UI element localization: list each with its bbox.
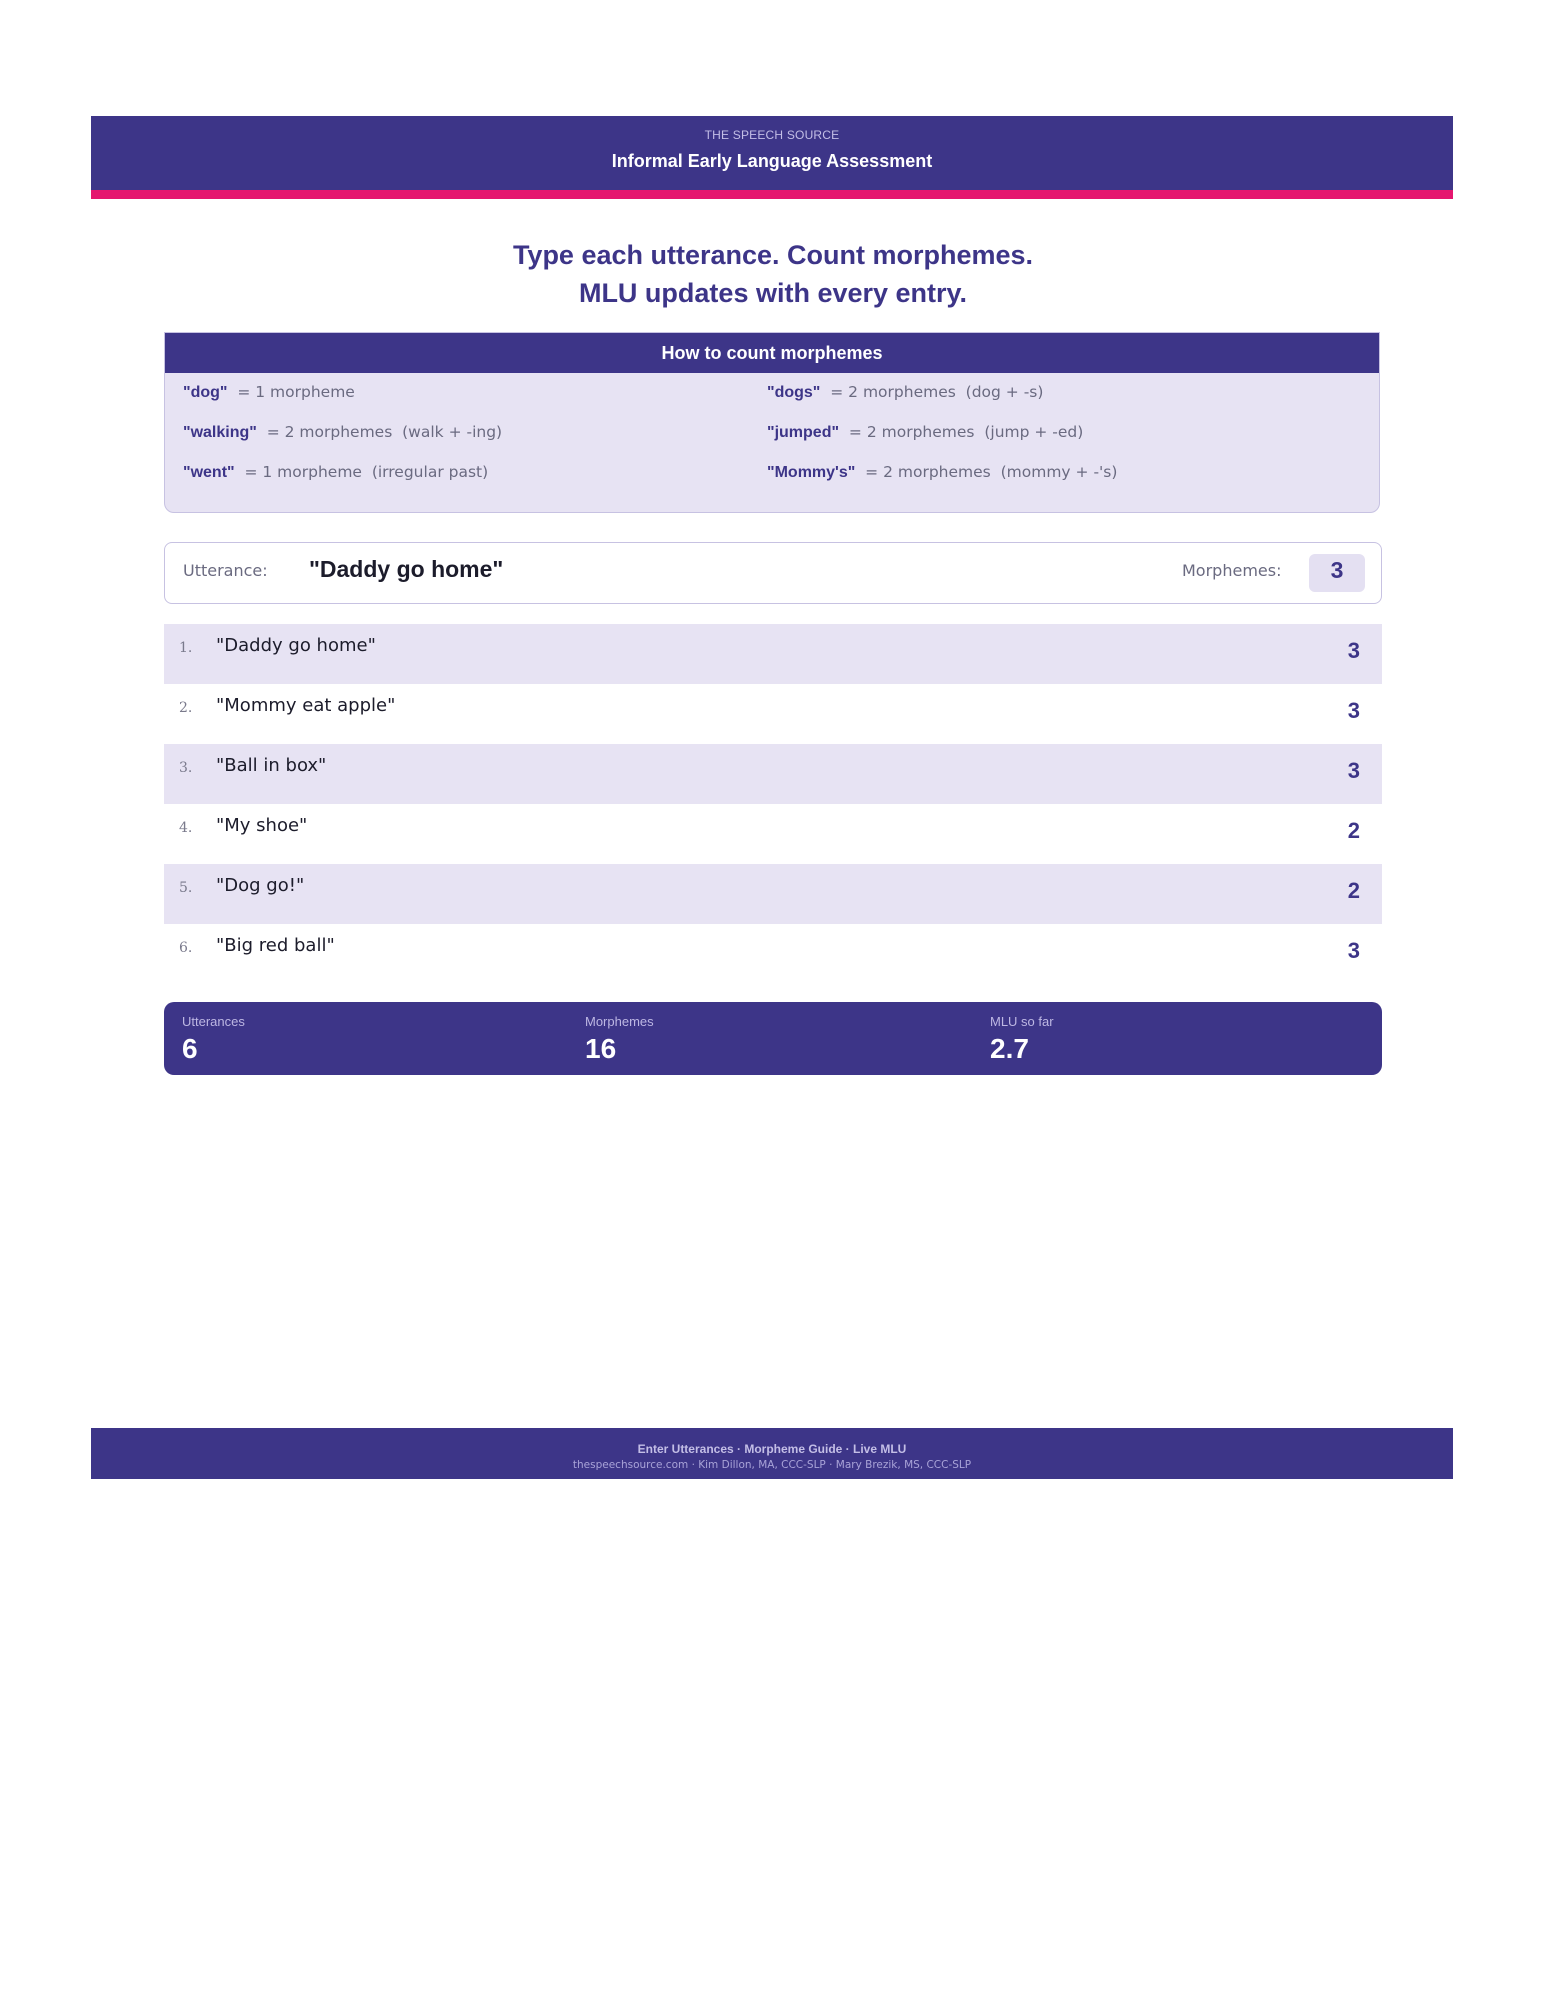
app-title: Informal Early Language Assessment [611, 151, 933, 171]
item-morpheme-count: 2 [1347, 878, 1360, 903]
item-utterance: "Big red ball" [216, 935, 335, 956]
stat-utterances [182, 1002, 245, 1065]
guide-rules [165, 373, 1379, 512]
page-headline [164, 236, 1382, 312]
stats-bar [164, 1002, 1382, 1075]
rule-text: = 2 morphemes (dog + -s) [820, 383, 1044, 401]
morphemes-input[interactable]: 3 [1309, 554, 1365, 592]
stat-value: 2.7 [990, 1033, 1029, 1064]
item-morpheme-count: 3 [1347, 938, 1360, 963]
rule-text: = 2 morphemes (jump + -ed) [839, 423, 1084, 441]
guide-rule [183, 423, 502, 442]
list-item[interactable] [164, 684, 1382, 744]
headline-line-1: Type each utterance. Count morphemes. [512, 240, 1034, 270]
rule-word: "went" [183, 464, 235, 481]
guide-rule [767, 423, 1083, 442]
list-item[interactable] [164, 924, 1382, 984]
list-item[interactable] [164, 744, 1382, 804]
stat-mlu [990, 1002, 1054, 1065]
item-number: 5. [179, 880, 193, 896]
item-morpheme-count: 3 [1347, 698, 1360, 723]
morpheme-guide [164, 332, 1380, 513]
guide-rule [767, 463, 1117, 482]
item-utterance: "Mommy eat apple" [216, 695, 396, 716]
utterance-input[interactable] [309, 556, 949, 583]
utterance-list [164, 624, 1382, 984]
stat-label: Utterances [182, 1014, 245, 1029]
item-number: 1. [179, 640, 193, 656]
stat-label: Morphemes [585, 1014, 654, 1029]
rule-word: "Mommy's" [767, 464, 856, 481]
rule-text: = 1 morpheme (irregular past) [234, 463, 489, 481]
item-morpheme-count: 3 [1347, 758, 1360, 783]
item-number: 4. [179, 820, 193, 836]
guide-title: How to count morphemes [165, 333, 1379, 373]
rule-word: "jumped" [767, 424, 840, 441]
rule-word: "walking" [183, 424, 257, 441]
rule-text: = 2 morphemes (mommy + -'s) [855, 463, 1118, 481]
item-utterance: "Daddy go home" [216, 635, 376, 656]
item-number: 3. [179, 760, 193, 776]
utterance-label: Utterance: [183, 561, 268, 580]
stat-morphemes [585, 1002, 654, 1065]
item-morpheme-count: 3 [1347, 638, 1360, 663]
item-number: 2. [179, 700, 193, 716]
rule-text: = 1 morpheme [227, 383, 355, 401]
rule-text: = 2 morphemes (walk + -ing) [256, 423, 503, 441]
list-item[interactable] [164, 624, 1382, 684]
guide-rule [183, 383, 355, 402]
list-item[interactable] [164, 804, 1382, 864]
morphemes-label: Morphemes: [1182, 561, 1282, 580]
item-morpheme-count: 2 [1347, 818, 1360, 843]
footer-credits: thespeechsource.com · Kim Dillon, MA, CCC-SLP · Mary Brezik, MS, CCC-SLP [572, 1459, 972, 1471]
page-footer [91, 1428, 1453, 1479]
utterance-entry-box [164, 542, 1382, 604]
item-utterance: "My shoe" [216, 815, 308, 836]
headline-line-2: MLU updates with every entry. [578, 278, 968, 308]
list-item[interactable] [164, 864, 1382, 924]
item-number: 6. [179, 940, 193, 956]
guide-rule [767, 383, 1043, 402]
stat-value: 6 [182, 1033, 198, 1064]
item-utterance: "Dog go!" [216, 875, 305, 896]
stat-label: MLU so far [990, 1014, 1054, 1029]
footer-title: Enter Utterances · Morpheme Guide · Live MLU [637, 1442, 907, 1456]
rule-word: "dogs" [767, 384, 821, 401]
brand-name: THE SPEECH SOURCE [704, 128, 840, 142]
stat-value: 16 [585, 1033, 617, 1064]
app-header [91, 116, 1453, 199]
guide-rule [183, 463, 488, 482]
item-utterance: "Ball in box" [216, 755, 327, 776]
rule-word: "dog" [183, 384, 228, 401]
